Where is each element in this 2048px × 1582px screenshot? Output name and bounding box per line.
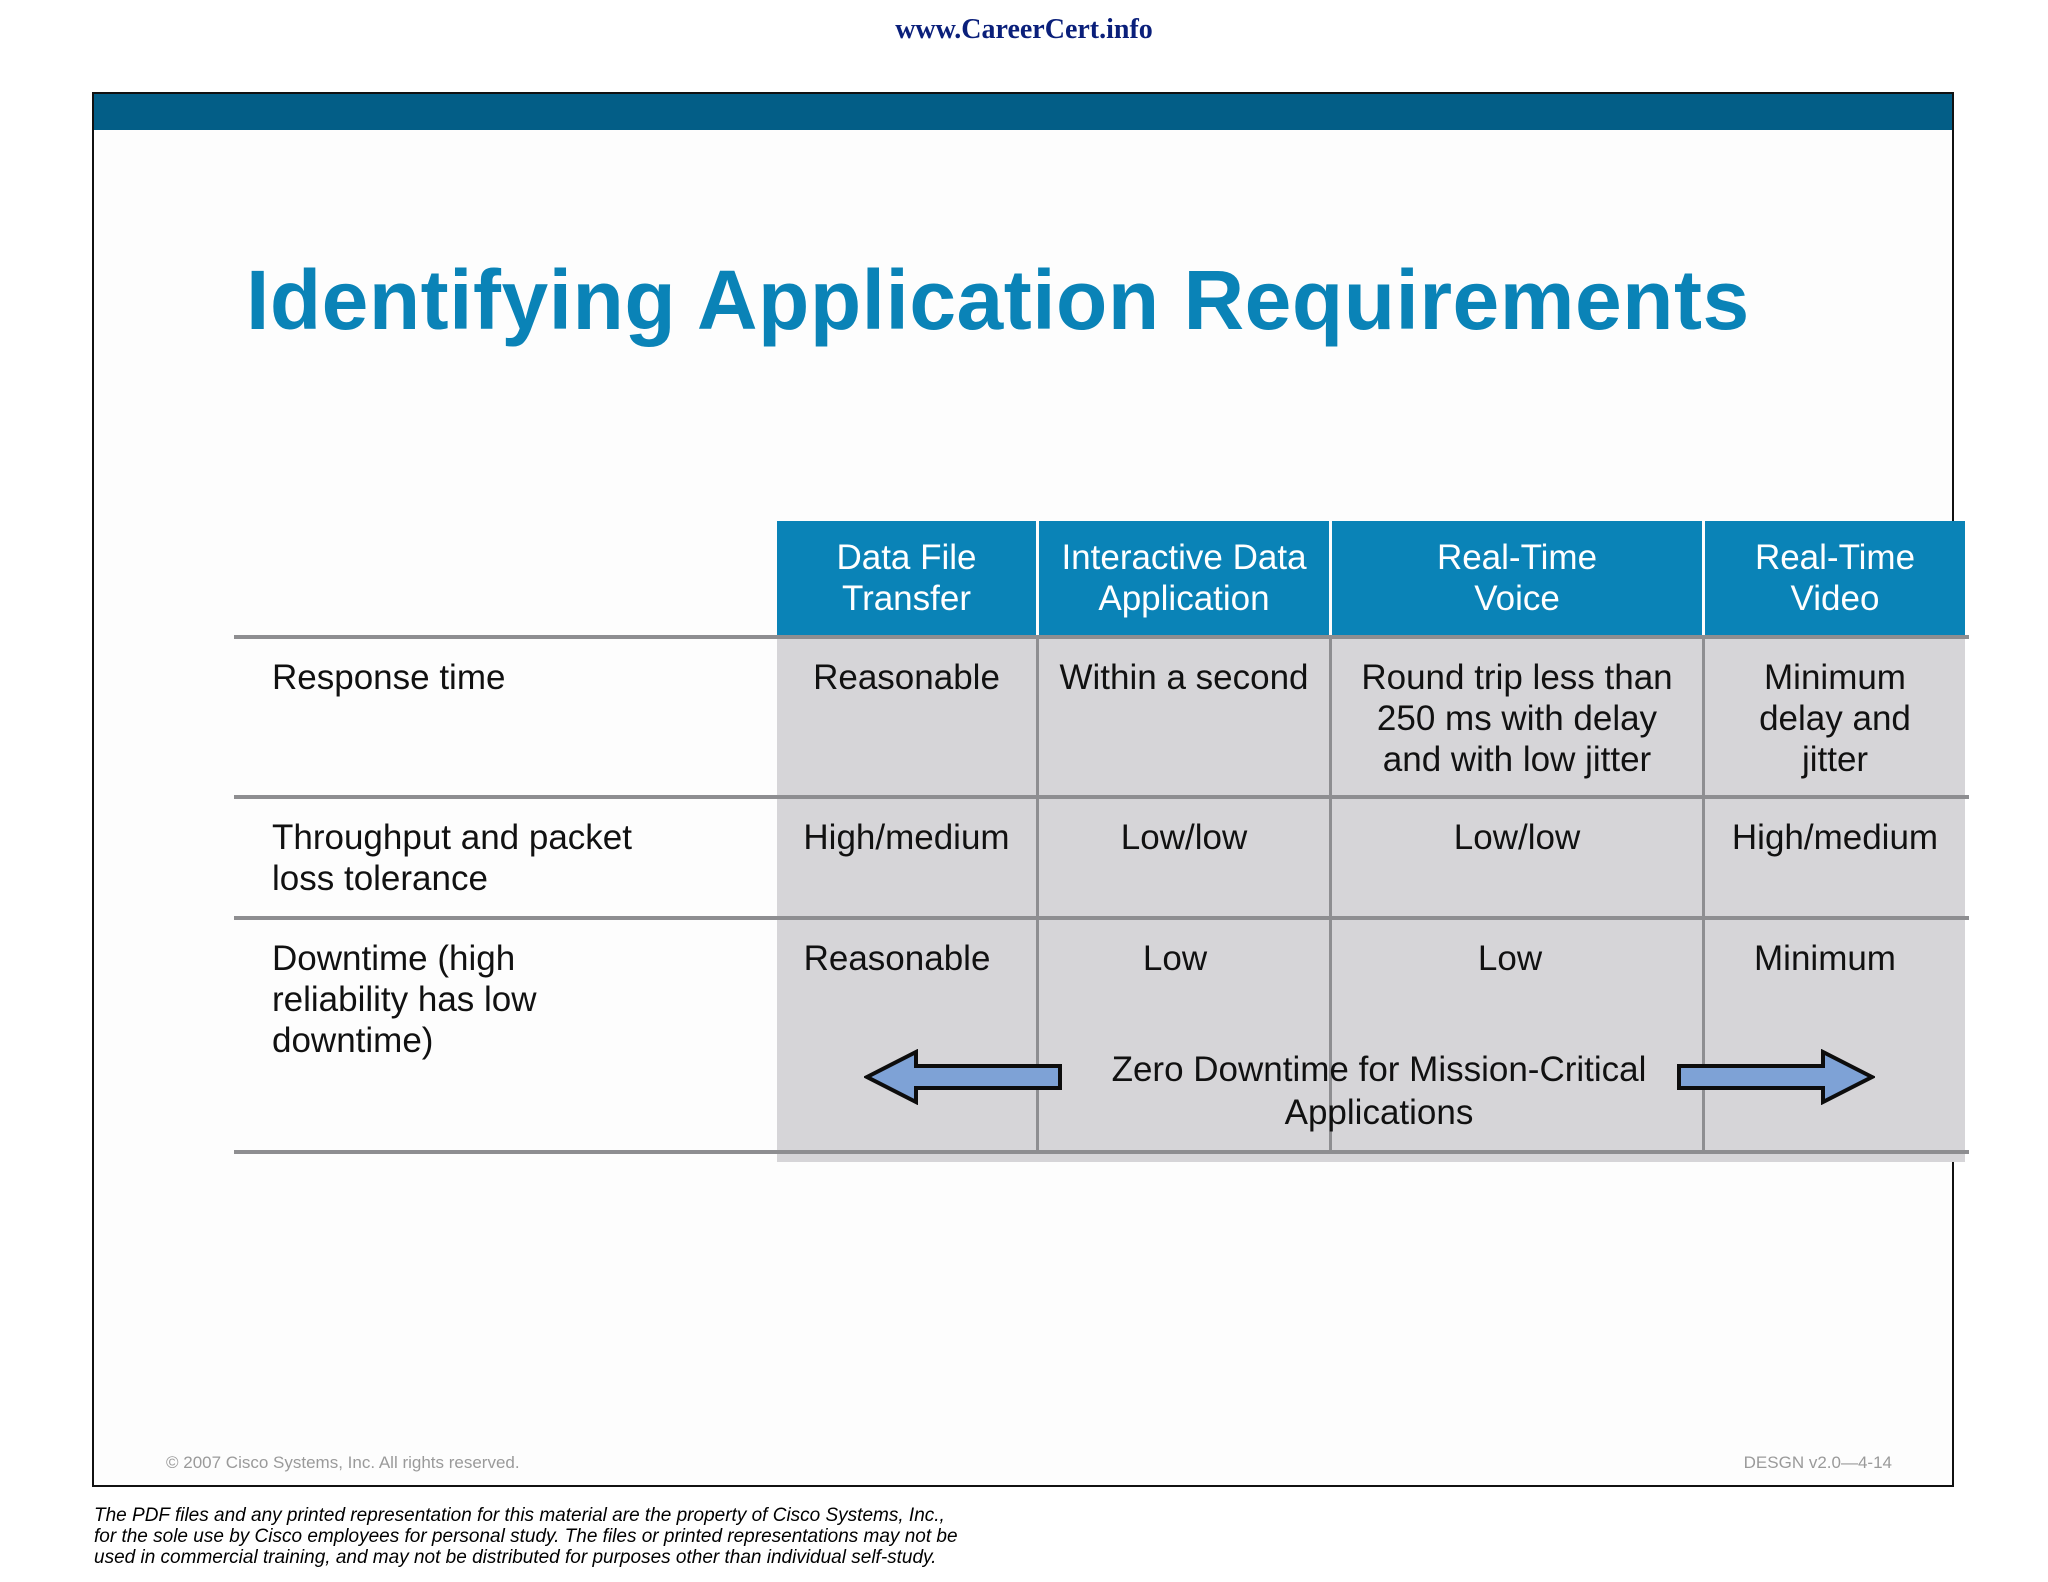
column-header-line: Interactive Data <box>1061 538 1307 577</box>
table-cell <box>1039 920 1311 1000</box>
column-header-line: Real-Time <box>1754 538 1916 577</box>
column-header-line: Real-Time <box>1436 538 1598 577</box>
cell-line: jitter <box>1801 740 1869 779</box>
cell-line: delay and <box>1759 699 1911 738</box>
column-header-real-time-voice <box>1332 521 1702 638</box>
cell-line: Round trip less than <box>1361 658 1673 697</box>
slide <box>92 92 1954 1487</box>
table-cell <box>1332 639 1702 795</box>
copyright-notice: © 2007 Cisco Systems, Inc. All rights reserved. <box>166 1453 520 1472</box>
arrow-left-icon <box>864 1049 1064 1105</box>
table-cell <box>1332 920 1688 1000</box>
cell-line: Within a second <box>1059 658 1309 697</box>
disclaimer-line: The PDF files and any printed representation for this material are the property of Cisco Systems, Inc., <box>94 1505 945 1526</box>
table-cell <box>1705 920 1945 1000</box>
cell-line: Low <box>1477 939 1543 978</box>
row-label-line: Downtime (high <box>272 939 516 978</box>
row-label-response-time <box>234 639 777 795</box>
column-header-data-file-transfer <box>777 521 1036 638</box>
table-cell <box>777 799 1036 916</box>
zero-downtime-line: Applications <box>1284 1093 1474 1132</box>
cell-line: Minimum <box>1764 658 1906 697</box>
table-cell <box>777 639 1036 795</box>
arrow-right-icon <box>1675 1049 1875 1105</box>
cell-line: Minimum <box>1754 939 1896 978</box>
cell-line: and with low jitter <box>1382 740 1652 779</box>
table-cell <box>777 920 1017 1000</box>
row-label-line: Response time <box>272 658 506 697</box>
row-label-line: Throughput and packet <box>272 818 632 857</box>
slide-header-bar <box>94 94 1952 130</box>
table-cell <box>1705 799 1965 916</box>
disclaimer-line: for the sole use by Cisco employees for personal study. The files or printed representations may not be <box>94 1526 958 1547</box>
requirements-table <box>234 521 1939 1163</box>
column-header-line: Voice <box>1474 579 1560 618</box>
table-cell <box>1039 799 1329 916</box>
row-label-line: downtime) <box>272 1021 434 1060</box>
zero-downtime-note <box>1074 1048 1684 1134</box>
cell-line: Reasonable <box>813 658 1000 697</box>
table-cell <box>1705 639 1965 795</box>
cell-line: High/medium <box>1731 818 1939 857</box>
column-header-line: Data File <box>836 538 977 577</box>
cell-line: High/medium <box>803 818 1010 857</box>
row-label-line: reliability has low <box>272 980 537 1019</box>
row-label-downtime <box>234 920 777 1150</box>
column-header-line: Transfer <box>841 579 971 618</box>
row-divider <box>234 1150 1969 1154</box>
course-code: DESGN v2.0—4-14 <box>1743 1453 1892 1472</box>
row-label-line: loss tolerance <box>272 859 488 898</box>
cell-line: Low <box>1142 939 1208 978</box>
table-cell <box>1039 639 1329 795</box>
row-label-throughput <box>234 799 777 916</box>
disclaimer <box>94 1505 958 1568</box>
cell-line: Low/low <box>1120 818 1248 857</box>
column-header-real-time-video <box>1705 521 1965 638</box>
cell-line: 250 ms with delay <box>1376 699 1658 738</box>
zero-downtime-line: Zero Downtime for Mission-Critical <box>1111 1050 1647 1089</box>
watermark-url: www.CareerCert.info <box>895 14 1153 45</box>
cell-line: Low/low <box>1453 818 1581 857</box>
disclaimer-line: used in commercial training, and may not be distributed for purposes other than individual self-study. <box>94 1547 937 1568</box>
column-header-interactive-data <box>1039 521 1329 638</box>
column-header-line: Video <box>1790 579 1880 618</box>
table-cell <box>1332 799 1702 916</box>
cell-line: Reasonable <box>803 939 991 978</box>
column-header-line: Application <box>1098 579 1270 618</box>
slide-title: Identifying Application Requirements <box>246 253 1750 347</box>
